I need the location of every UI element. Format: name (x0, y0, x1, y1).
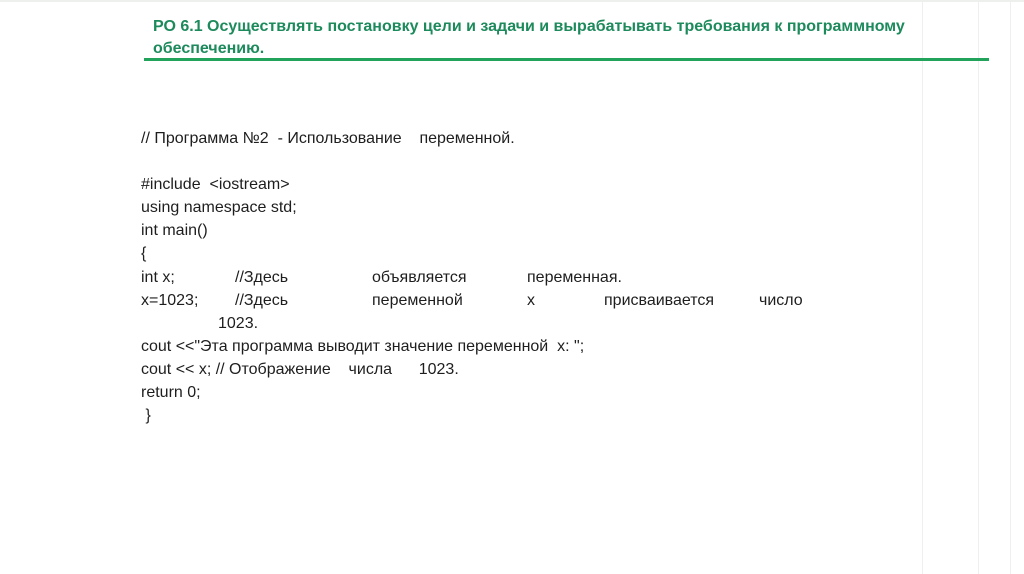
code-close-brace: } (141, 407, 151, 425)
code-decl-word: объявляется (372, 268, 467, 286)
slide-title: РО 6.1 Осуществлять постановку цели и задачи и вырабатывать требования к программному обеспечению. (153, 18, 905, 57)
code-cout-line: cout <<"Эта программа выводит значение переменной x: "; (141, 337, 585, 355)
slide-top-border (0, 0, 1024, 2)
code-decl: int x; (141, 268, 175, 286)
code-assign-word: переменной (372, 291, 463, 309)
code-open-brace: { (141, 245, 147, 263)
code-using: using namespace std; (141, 199, 297, 217)
title-underline (144, 58, 989, 61)
decor-line (1010, 0, 1011, 574)
code-assign-comment: //Здесь (235, 291, 289, 309)
code-block (141, 127, 961, 427)
code-assign-word: x (527, 291, 535, 309)
code-assign-wrap: 1023. (218, 314, 259, 332)
code-decl-word: переменная. (527, 268, 622, 286)
code-assign: x=1023; (141, 291, 199, 309)
code-assign-word: число (759, 291, 803, 309)
decor-line (978, 0, 979, 574)
code-main-signature: int main() (141, 222, 208, 240)
code-decl-comment: //Здесь (235, 268, 289, 286)
code-comment-line: // Программа №2 - Использование переменной. (141, 130, 515, 147)
code-assign-word: присваивается (604, 291, 715, 309)
code-include: #include <iostream> (141, 176, 290, 194)
code-declaration-line (141, 266, 961, 289)
code-assignment-line (141, 289, 961, 312)
code-cout-line: cout << x; // Отображение числа 1023. (141, 360, 459, 378)
code-return: return 0; (141, 384, 201, 402)
code-blank-line (141, 150, 961, 173)
code-assignment-wrap (141, 312, 961, 335)
